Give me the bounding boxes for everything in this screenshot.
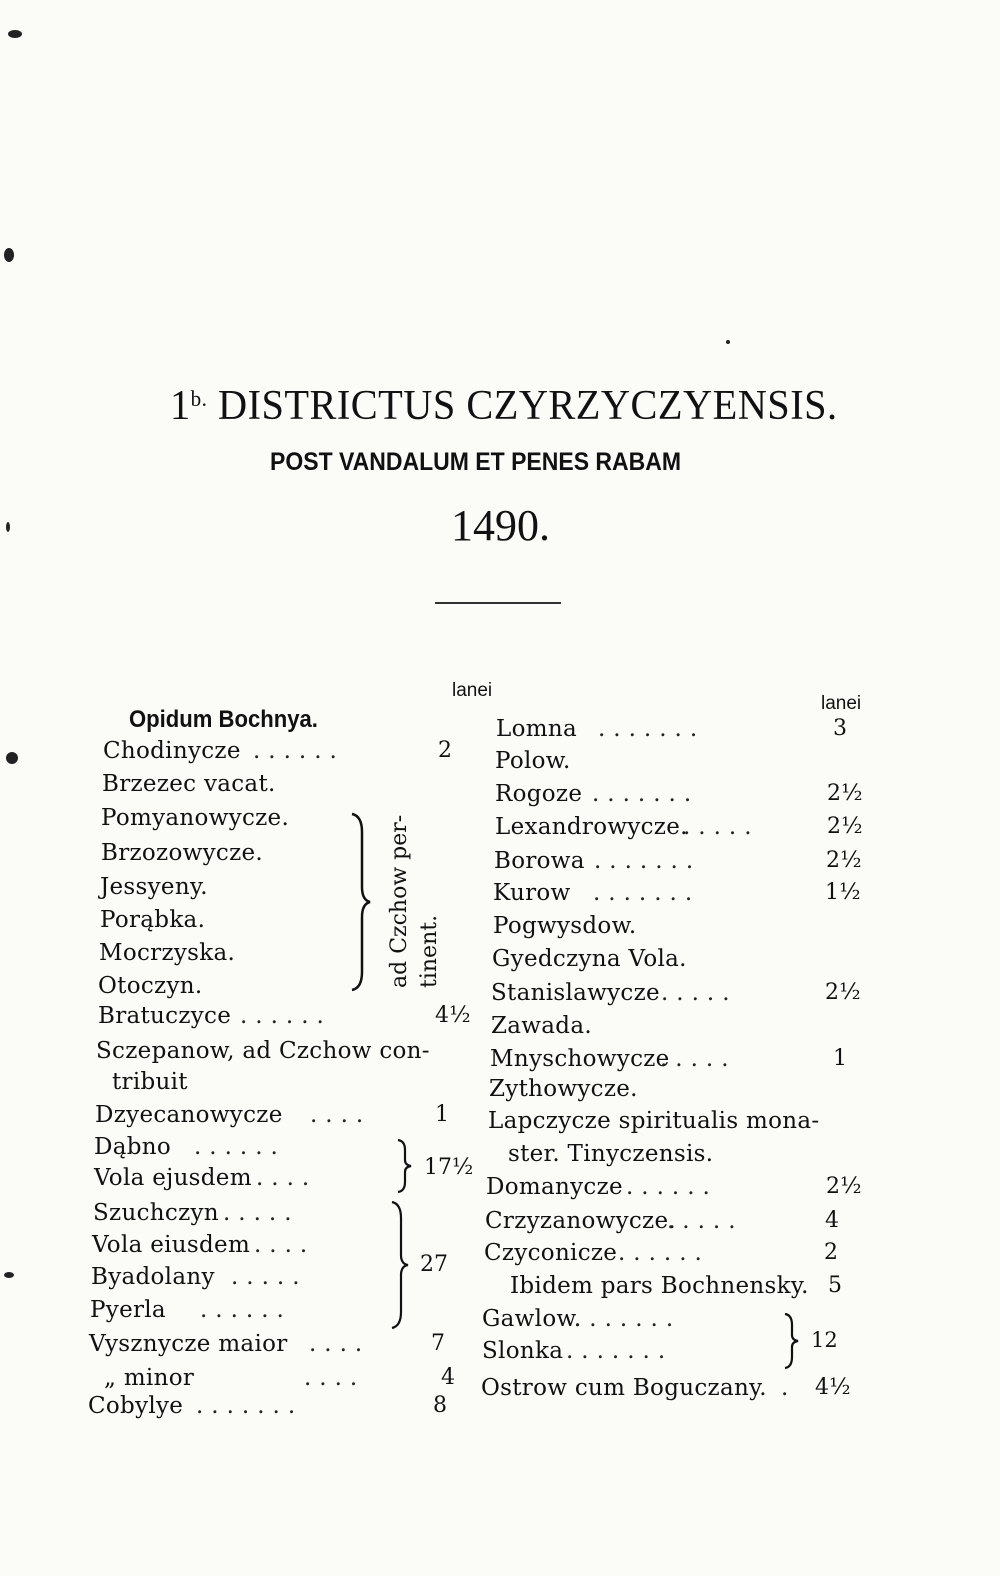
right-entry-name: Rogoze: [495, 781, 583, 807]
scan-mark: [4, 248, 14, 262]
district-title: DISTRICTUS CZYRZYCZYENSIS.: [218, 383, 838, 429]
left-entry-leader-dots: ......: [240, 1003, 332, 1029]
right-entry-leader-dots: .......: [592, 781, 700, 807]
right-entry-value: 4: [825, 1208, 840, 1233]
czchow-note-line-1: ad Czchow per-: [387, 814, 412, 988]
group-brace-czchow: [348, 812, 372, 992]
left-entry-name: Cobylye: [88, 1393, 184, 1419]
group-value-dabno: 17½: [424, 1155, 474, 1180]
right-entry-name: Gyedczyna Vola.: [492, 946, 687, 972]
section-number: 1: [170, 383, 191, 429]
right-entry-name: Borowa: [494, 848, 585, 874]
right-entry-value: 2: [824, 1240, 839, 1265]
left-entry-leader-dots: ......: [200, 1297, 292, 1323]
header-divider: [435, 602, 561, 604]
right-entry-leader-dots: .......: [574, 1306, 682, 1332]
czchow-note-line-2: tinent.: [417, 914, 442, 988]
left-entry-leader-dots: ......: [194, 1134, 286, 1160]
left-column-heading: Opidum Bochnya.: [129, 706, 318, 733]
right-entry-name: Kurow: [493, 880, 571, 906]
left-entry-name: Byadolany: [91, 1264, 215, 1290]
left-entry-name: Vola ejusdem: [94, 1165, 252, 1191]
right-entry-value: 3: [833, 716, 848, 741]
left-entry-name: Sczepanow, ad Czchow con-: [96, 1038, 430, 1064]
left-entry-leader-dots: ....: [304, 1365, 366, 1391]
right-entry-value: 5: [828, 1273, 843, 1298]
right-entry-name: Crzyzanowycze.: [485, 1208, 676, 1234]
left-entry-name: Pomyanowycze.: [101, 805, 290, 831]
right-entry-name: ster. Tinyczensis.: [508, 1141, 714, 1167]
left-entry-name: Dzyecanowycze: [95, 1102, 283, 1128]
scan-mark: [8, 30, 22, 38]
left-entry-name: Szuchczyn: [93, 1200, 219, 1226]
right-entry-name: Zythowycze.: [489, 1076, 638, 1102]
right-entry-value: 2½: [825, 980, 861, 1005]
right-entry-leader-dots: ......: [618, 1240, 710, 1266]
right-column-unit-label: lanei: [821, 693, 862, 714]
left-entry-name: Vola eiusdem: [92, 1232, 251, 1258]
left-entry-value: 4½: [435, 1003, 471, 1028]
right-entry-value: 1: [833, 1046, 848, 1071]
left-entry-leader-dots: ....: [309, 1331, 371, 1357]
left-entry-leader-dots: ......: [253, 738, 345, 764]
left-entry-name: Brzezec vacat.: [102, 771, 276, 797]
right-entry-name: Gawlow.: [482, 1306, 582, 1332]
left-entry-name: Dąbno: [94, 1134, 172, 1160]
right-entry-leader-dots: .....: [683, 814, 760, 840]
page-subtitle: POST VANDALUM ET PENES RABAM: [270, 448, 682, 476]
page-year: 1490.: [451, 501, 550, 550]
right-entry-name: Ostrow cum Boguczany.: [481, 1375, 767, 1401]
right-entry-leader-dots: .......: [594, 848, 702, 874]
group-value-szuchczyn: 27: [420, 1252, 448, 1277]
page-title: [170, 382, 838, 430]
right-entry-name: Stanislawycze: [491, 980, 660, 1006]
left-entry-value: 4: [441, 1365, 456, 1390]
left-entry-value: 7: [431, 1331, 446, 1356]
left-entry-name: tribuit: [112, 1069, 188, 1095]
left-entry-leader-dots: .......: [196, 1393, 304, 1419]
group-value-gawlow: 12: [811, 1328, 838, 1352]
right-entry-leader-dots: .: [781, 1375, 797, 1401]
right-entry-name: Lapczycze spiritualis mona-: [488, 1108, 820, 1134]
left-entry-name: Brzozowycze.: [101, 840, 264, 866]
right-entry-leader-dots: .......: [566, 1338, 674, 1364]
left-entry-name: Vysznycze maior: [89, 1331, 288, 1357]
left-entry-leader-dots: .....: [231, 1264, 308, 1290]
left-entry-leader-dots: .....: [223, 1200, 300, 1226]
czchow-note: [385, 815, 445, 988]
left-entry-value: 1: [435, 1102, 450, 1127]
group-brace-szuchczyn: [389, 1200, 411, 1334]
left-entry-name: Bratuczyce: [98, 1003, 232, 1029]
left-entry-name: Chodinycze: [103, 738, 241, 764]
group-brace-gawlow: [782, 1312, 800, 1374]
right-entry-value: 2½: [826, 848, 862, 873]
scan-mark: [6, 522, 10, 532]
left-entry-name: Pyerla: [90, 1297, 166, 1323]
left-entry-value: 2: [438, 738, 453, 763]
right-entry-name: Ibidem pars Bochnensky.: [510, 1273, 809, 1299]
scan-mark: [6, 752, 18, 764]
right-entry-leader-dots: ......: [626, 1174, 718, 1200]
left-entry-name: „ minor: [104, 1365, 195, 1391]
left-entry-leader-dots: ....: [256, 1165, 318, 1191]
right-entry-name: Domanycze: [486, 1174, 623, 1200]
right-entry-value: 2½: [827, 814, 863, 839]
left-entry-leader-dots: ....: [254, 1232, 316, 1258]
right-entry-name: Czyconicze: [484, 1240, 618, 1266]
right-entry-leader-dots: .....: [667, 1208, 744, 1234]
left-column-unit-label: lanei: [452, 680, 493, 701]
right-entry-value: 1½: [825, 880, 861, 905]
right-entry-name: Slonka: [482, 1338, 564, 1364]
right-entry-name: Lexandrowycze.: [495, 814, 688, 840]
left-entry-leader-dots: ....: [310, 1102, 372, 1128]
left-entry-value: 8: [433, 1393, 448, 1418]
right-entry-name: Polow.: [495, 748, 571, 774]
scan-mark: [4, 1272, 14, 1278]
right-entry-value: 2½: [826, 1174, 862, 1199]
scan-mark: [726, 340, 730, 344]
left-entry-name: Porąbka.: [100, 907, 206, 933]
left-entry-name: Otoczyn.: [98, 973, 203, 999]
right-entry-value: 2½: [827, 781, 863, 806]
left-entry-name: Mocrzyska.: [99, 940, 236, 966]
right-entry-leader-dots: .......: [598, 716, 706, 742]
right-entry-leader-dots: .....: [660, 1046, 737, 1072]
right-entry-leader-dots: .....: [661, 980, 738, 1006]
right-entry-name: Lomna: [496, 716, 577, 742]
right-entry-name: Mnyschowycze: [490, 1046, 670, 1072]
section-number-superscript: b.: [190, 386, 208, 411]
right-entry-value: 4½: [815, 1375, 851, 1400]
right-entry-name: Zawada.: [491, 1013, 592, 1039]
right-entry-name: Pogwysdow.: [493, 913, 637, 939]
left-entry-name: Jessyeny.: [100, 874, 208, 900]
right-entry-leader-dots: .......: [593, 880, 701, 906]
group-brace-dabno: [395, 1138, 413, 1198]
